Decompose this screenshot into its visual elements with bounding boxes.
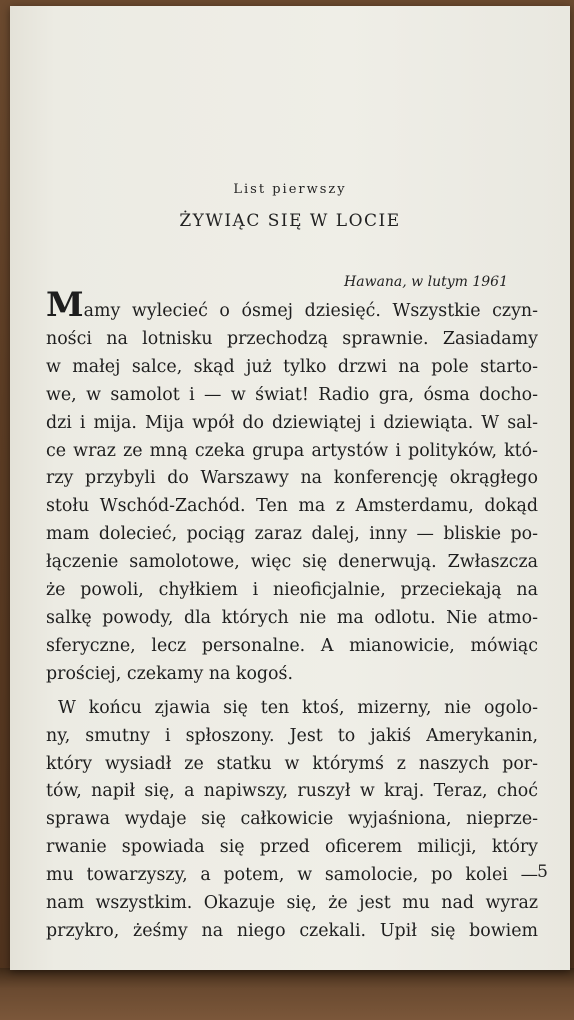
text-line: prościej, czekamy na kogoś. [46,663,293,684]
text-line: tów, napił się, a napiwszy, ruszył w kraj. Teraz, choć [46,781,538,802]
text-line: sprawa wydaje się całkowicie wyjaśniona, nieprze- [46,809,538,830]
text-line: salkę powody, dla których nie ma odlotu. Nie atmo- [46,607,538,628]
chapter-header [10,182,570,231]
text-line: ności na lotnisku przechodzą sprawnie. Zasiadamy [46,328,538,349]
table-foreground [0,968,574,1020]
text-line: we, w samolot i — w świat! Radio gra, ósma docho- [46,384,538,405]
text-line: mu towarzyszy, a potem, w samolocie, po kolei — [46,865,538,886]
text-line: w małej salce, skąd już tylko drzwi na pole starto- [46,356,538,377]
text-line: przykro, żeśmy na niego czekali. Upił się bowiem [46,920,538,941]
text-line: rwanie spowiada się przed oficerem milicji, który [46,837,538,858]
text-line: mam dolecieć, pociąg zaraz dalej, inny — bliskie po- [46,524,538,545]
text-line: że powoli, chyłkiem i nieoficjalnie, przeciekają na [46,580,538,601]
text-line: łączenie samolotowe, więc się denerwują. Zwłaszcza [46,552,538,573]
text-line: ce wraz ze mną czeka grupa artystów i polityków, któ- [46,440,538,461]
text-line: Mamy wylecieć o ósmej dziesięć. Wszystkie czyn- [46,285,538,325]
text-line: ny, smutny i spłoszony. Jest to jakiś Amerykanin, [46,725,538,746]
text-line: stołu Wschód-Zachód. Ten ma z Amsterdamu, dokąd [46,496,538,517]
letter-label: List pierwszy [233,182,347,197]
page-number: 5 [537,862,548,882]
chapter-title: ŻYWIĄC SIĘ W LOCIE [179,211,401,231]
drop-cap: M [46,285,84,325]
text-line: rzy przybyli do Warszawy na konferencję okrągłego [46,468,538,489]
text-line: który wysiadł ze statku w którymś z naszych por- [46,753,538,774]
text-line: sferyczne, lecz personalne. A mianowicie, mówiąc [46,635,538,656]
text-line: nam wszystkim. Okazuje się, że jest mu nad wyraz [46,893,538,914]
dateline: Hawana, w lutym 1961 [344,274,508,290]
body-text [46,285,538,946]
text-line: dzi i mija. Mija wpół do dziewiątej i dziewiąta. W sal- [46,412,538,433]
text-line: W końcu zjawia się ten ktoś, mizerny, nie ogolo- [58,697,538,718]
book-page [10,6,570,970]
